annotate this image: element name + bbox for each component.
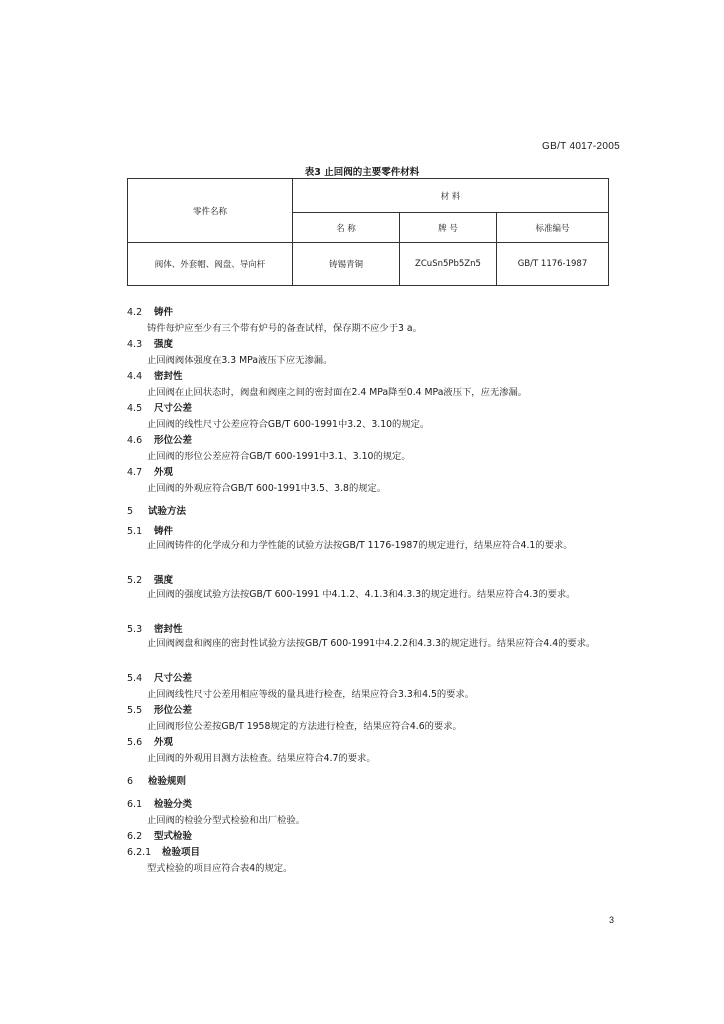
section-6-2-heading [127,828,192,842]
section-6-2-1-heading [127,844,200,858]
section-5-3-text: 止回阀阀盘和阀座的密封性试验方法按GB/T 600-1991中4.2.2和4.3.3的规定进行。结果应符合4.4的要求。 [147,638,596,649]
section-title: 铸件 [154,307,174,318]
section-title: 尺寸公差 [154,673,193,684]
section-4-7-heading [127,464,173,478]
section-title: 尺寸公差 [154,403,193,414]
section-5-1-text: 止回阀铸件的化学成分和力学性能的试验方法按GB/T 1176-1987的规定进行，结果应符合4.1的要求。 [147,540,573,551]
section-6-heading [127,773,186,787]
section-6-2-1-text: 型式检验的项目应符合表4的规定。 [147,863,293,874]
section-number: 6.2.1 [127,847,152,858]
header-material: 材 料 [293,179,609,213]
section-number: 6.1 [127,799,143,810]
cell-standard: GB/T 1176-1987 [497,243,609,286]
table-row [128,243,609,286]
section-4-5-text: 止回阀的线性尺寸公差应符合GB/T 600-1991中3.2、3.10的规定。 [147,419,430,430]
section-number: 6 [127,776,134,787]
section-5-2-text: 止回阀的强度试验方法按GB/T 600-1991 中4.1.2、4.1.3和4.3.3的规定进行。结果应符合4.3的要求。 [147,589,576,600]
section-title: 铸件 [154,526,174,537]
section-title: 检验分类 [154,799,193,810]
section-5-5-text: 止回阀形位公差按GB/T 1958规定的方法进行检查，结果应符合4.6的要求。 [147,721,462,732]
section-number: 5.6 [127,737,143,748]
cell-grade: ZCuSn5Pb5Zn5 [400,243,497,286]
section-number: 5.1 [127,526,143,537]
section-6-1-heading [127,796,192,810]
section-5-4-heading [127,670,192,684]
section-title: 形位公差 [154,435,193,446]
section-4-6-text: 止回阀的形位公差应符合GB/T 600-1991中3.1、3.10的规定。 [147,451,411,462]
section-number: 4.7 [127,467,143,478]
section-4-5-heading [127,400,192,414]
section-number: 5.3 [127,624,143,635]
section-number: 4.6 [127,435,143,446]
section-title: 密封性 [154,624,183,635]
section-4-2-text: 铸件每炉应至少有三个带有炉号的备查试样，保存期不应少于3 a。 [147,323,422,334]
cell-part: 阀体、外套帽、阀盘、导向杆 [128,243,293,286]
section-title: 形位公差 [154,705,193,716]
section-title: 试验方法 [148,506,187,517]
materials-table [127,178,609,286]
header-part-name: 零件名称 [128,179,293,243]
section-4-3-heading [127,336,173,350]
section-5-6-text: 止回阀的外观用目测方法检查。结果应符合4.7的要求。 [147,753,376,764]
section-5-4-text: 止回阀线性尺寸公差用相应等级的量具进行检查，结果应符合3.3和4.5的要求。 [147,689,475,700]
section-title: 检验项目 [162,847,201,858]
section-title: 强度 [154,339,174,350]
section-number: 6.2 [127,831,143,842]
section-5-5-heading [127,702,192,716]
header-sub-standard: 标准编号 [497,213,609,243]
section-title: 型式检验 [154,831,193,842]
section-4-6-heading [127,432,192,446]
section-6-1-text: 止回阀的检验分型式检验和出厂检验。 [147,815,306,826]
section-4-2-heading [127,304,173,318]
section-number: 5.4 [127,673,143,684]
section-number: 4.3 [127,339,143,350]
header-sub-grade: 牌 号 [400,213,497,243]
section-4-4-text: 止回阀在止回状态时，阀盘和阀座之间的密封面在2.4 MPa降至0.4 MPa液压下，应无渗漏。 [147,387,528,398]
section-title: 外观 [154,737,174,748]
table-title: 表3 止回阀的主要零件材料 [304,167,420,178]
section-title: 检验规则 [148,776,187,787]
section-5-2-heading [127,572,173,586]
section-5-1-heading [127,523,173,537]
page-number: 3 [608,915,614,925]
section-title: 强度 [154,575,174,586]
section-title: 外观 [154,467,174,478]
section-number: 4.5 [127,403,143,414]
standard-code: GB/T 4017-2005 [542,141,620,152]
section-number: 4.2 [127,307,143,318]
section-5-3-heading [127,621,183,635]
section-number: 5.5 [127,705,143,716]
section-title: 密封性 [154,371,183,382]
section-number: 5.2 [127,575,143,586]
section-4-4-heading [127,368,183,382]
header-sub-name: 名 称 [293,213,400,243]
section-4-7-text: 止回阀的外观应符合GB/T 600-1991中3.5、3.8的规定。 [147,483,387,494]
section-number: 4.4 [127,371,143,382]
cell-name: 铸锡青铜 [293,243,400,286]
section-5-heading [127,503,186,517]
section-number: 5 [127,506,134,517]
section-5-6-heading [127,734,173,748]
section-4-3-text: 止回阀阀体强度在3.3 MPa液压下应无渗漏。 [147,355,333,366]
